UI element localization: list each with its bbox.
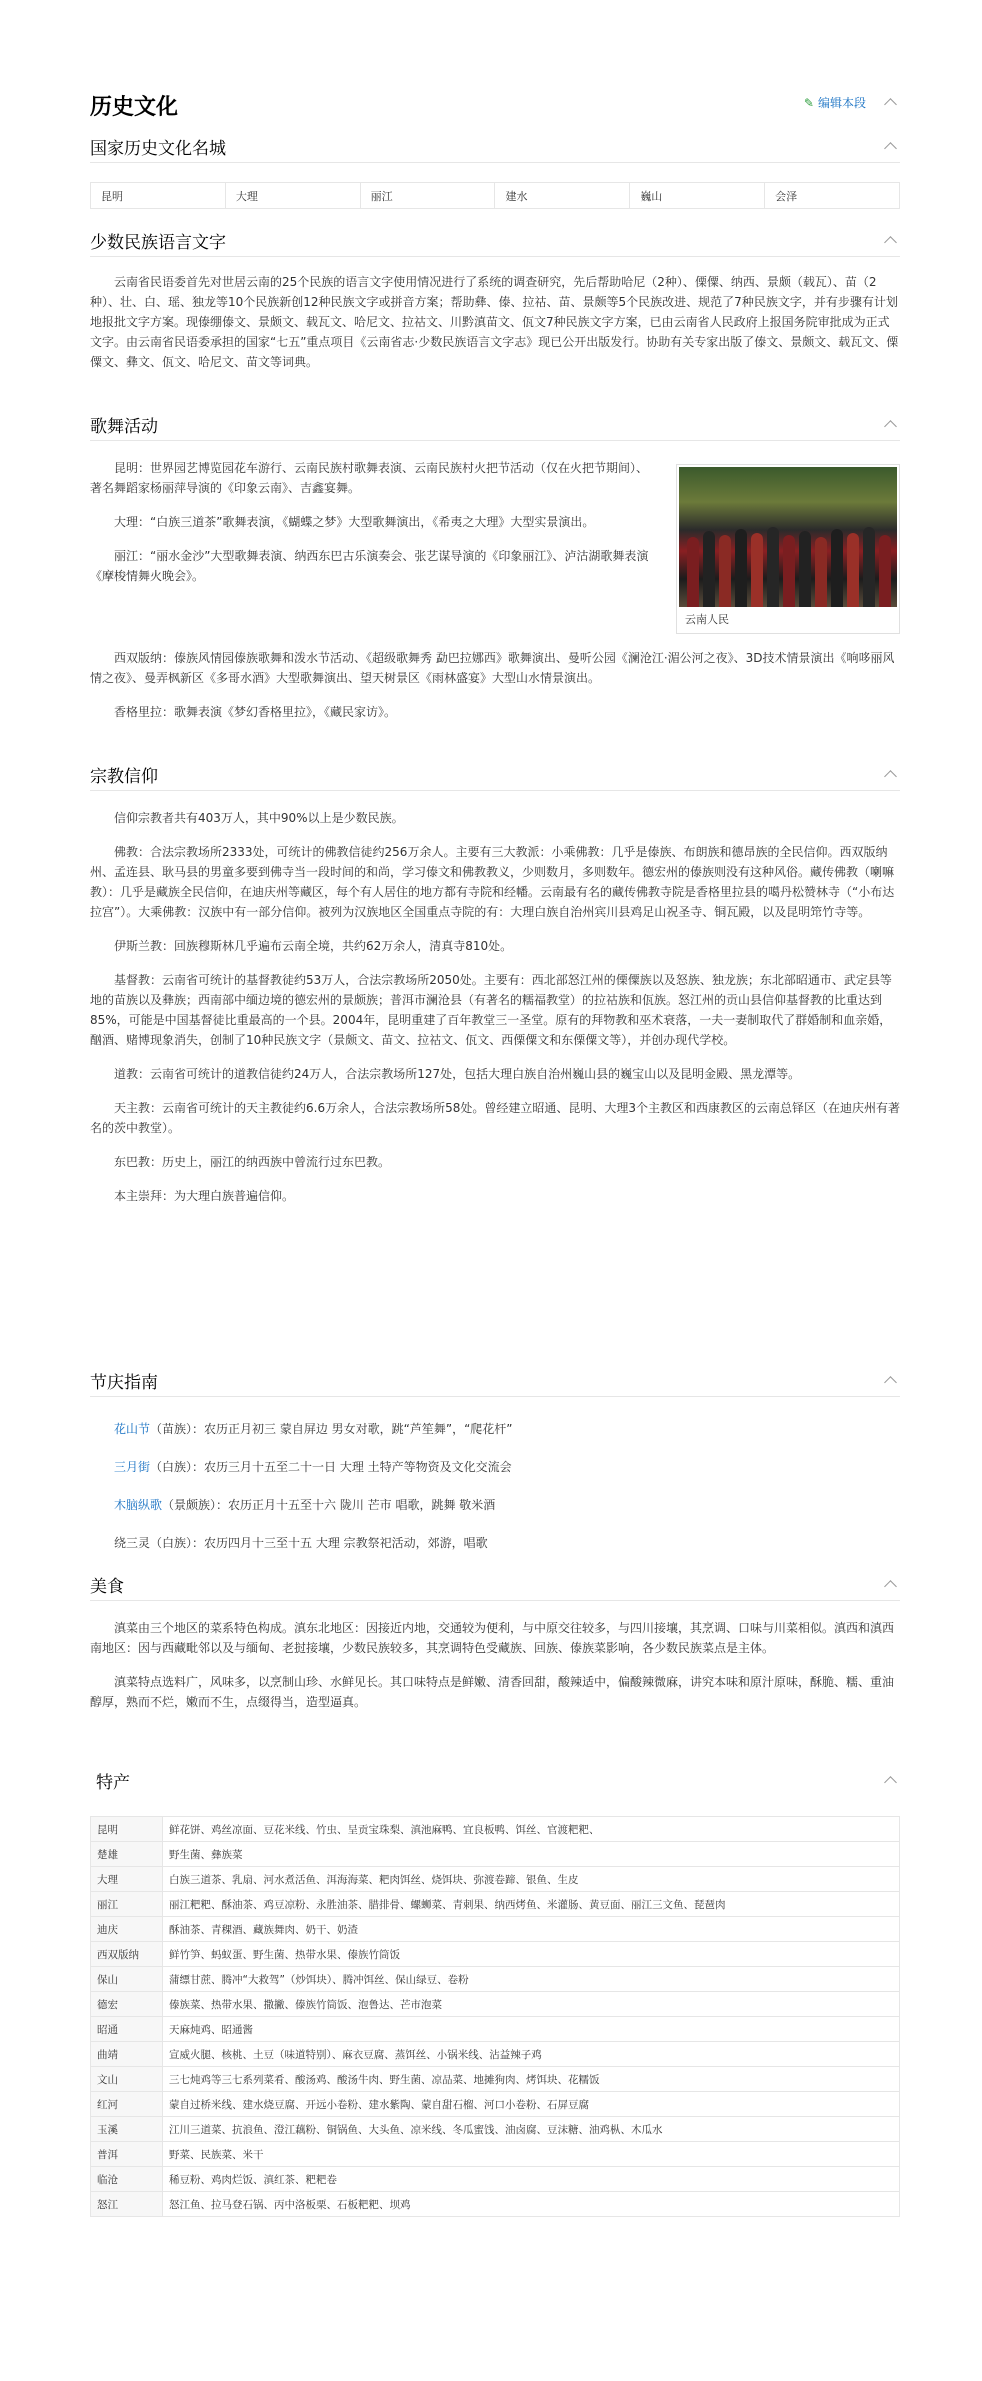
collapse-icon[interactable] — [880, 768, 900, 782]
table-row — [91, 1892, 900, 1917]
divider — [90, 1600, 900, 1601]
paragraph: 基督教：云南省可统计的基督教徒约53万人，合法宗教场所2050处。主要有：西北部怒江州的傈僳族以及怒族、独龙族；东北部昭通市、武定县等地的苗族以及彝族；西南部中缅边境的德宏州的景颇族；普洱市澜沧县（有著名的糯福教堂）的拉祜族和佤族。怒江州的贡山县信仰基督教的比重达到85%，可能是中国基督徒比重最高的一个县。2004年，昆明重建了百年教堂三一圣堂。原有的拜物教和巫术衰落，一夫一妻制取代了群婚制和血亲婚，酗酒、赌博现象消失，创制了10种民族文字（景颇文、苗文、拉祜文、佤文、西傈僳文和东傈僳文等），并创办现代学校。 — [90, 973, 892, 1047]
table-row — [91, 2017, 900, 2042]
edit-section-button[interactable] — [804, 94, 866, 111]
table-row — [91, 2192, 900, 2217]
pencil-icon: ✎ — [803, 95, 814, 110]
specialty-city: 曲靖 — [91, 2042, 163, 2067]
paragraph: 滇菜特点选料广，风味多，以烹制山珍、水鲜见长。其口味特点是鲜嫩、清香回甜，酸辣适中，偏酸辣微麻，讲究本味和原汁原味，酥脆、糯、重油醇厚，熟而不烂，嫩而不生，点缀得当，造型逼真。 — [90, 1675, 895, 1709]
specialty-city: 怒江 — [91, 2192, 163, 2217]
table-row — [91, 1967, 900, 1992]
section-title-city: 国家历史文化名城 — [90, 139, 226, 159]
table-row — [91, 2142, 900, 2167]
table-row — [91, 1867, 900, 1892]
specialty-items: 三七炖鸡等三七系列菜肴、酸汤鸡、酸汤牛肉、野生菌、凉品菜、地摊狗肉、烤饵块、花糯饭 — [163, 2067, 900, 2092]
section-body-dance-2 — [90, 648, 900, 736]
section-title-religion: 宗教信仰 — [90, 767, 158, 787]
festival-row — [114, 1458, 512, 1475]
specialty-items: 白族三道茶、乳扇、河水煮活鱼、洱海海菜、粑肉饵丝、烧饵块、弥渡卷蹄、银鱼、生皮 — [163, 1867, 900, 1892]
specialty-city: 大理 — [91, 1867, 163, 1892]
section-title-specialty: 特产 — [96, 1773, 130, 1793]
specialty-items: 江川三道菜、抗浪鱼、澄江藕粉、铜锅鱼、大头鱼、凉米线、冬瓜蜜饯、油卤腐、豆沫糖、油鸡枞、木瓜水 — [163, 2117, 900, 2142]
specialty-items: 宣威火腿、核桃、土豆（味道特别）、麻衣豆腐、蒸饵丝、小锅米线、沾益辣子鸡 — [163, 2042, 900, 2067]
specialty-items: 稀豆粉、鸡肉烂饭、滇红茶、粑粑卷 — [163, 2167, 900, 2192]
paragraph: 西双版纳：傣族风情园傣族歌舞和泼水节活动、《超级歌舞秀 勐巴拉娜西》歌舞演出、曼听公园《澜沧江·湄公河之夜》、3D技术情景演出《响哆丽风情之夜》、曼弄枫新区《多哥水酒》大型歌舞演出、望天树景区《雨林盛宴》大型山水情景演出。 — [90, 651, 895, 685]
edit-label: 编辑本段 — [817, 96, 866, 110]
paragraph: 东巴教：历史上，丽江的纳西族中曾流行过东巴教。 — [114, 1155, 391, 1169]
specialty-city: 迪庆 — [91, 1917, 163, 1942]
divider — [90, 256, 900, 257]
specialty-city: 保山 — [91, 1967, 163, 1992]
divider — [90, 790, 900, 791]
collapse-icon[interactable] — [880, 1774, 900, 1788]
paragraph: 滇菜由三个地区的菜系特色构成。滇东北地区：因接近内地，交通较为便利，与中原交往较多，与四川接壤，其烹调、口味与川菜相似。滇西和滇西南地区：因与西藏毗邻以及与缅甸、老挝接壤，少数民族较多，其烹调特色受藏族、回族、傣族菜影响，各少数民族菜点是主体。 — [90, 1621, 895, 1655]
divider — [90, 1396, 900, 1397]
festival-row — [114, 1496, 495, 1513]
specialty-items: 丽江粑粑、酥油茶、鸡豆凉粉、永胜油茶、腊排骨、螺蛳菜、青刺果、纳西烤鱼、米灌肠、黄豆面、丽江三文鱼、琵琶肉 — [163, 1892, 900, 1917]
festival-row — [114, 1534, 488, 1551]
festival-text: （苗族）：农历正月初三 蒙自屏边 男女对歌，跳“芦笙舞”，“爬花杆” — [150, 1422, 513, 1436]
paragraph: 天主教：云南省可统计的天主教徒约6.6万余人，合法宗教场所58处。曾经建立昭通、昆明、大理3个主教区和西康教区的云南总铎区（在迪庆州有著名的茨中教堂）。 — [90, 1101, 900, 1135]
table-row — [91, 2167, 900, 2192]
table-row — [91, 2067, 900, 2092]
specialty-city: 普洱 — [91, 2142, 163, 2167]
table-row — [91, 1942, 900, 1967]
table-row — [91, 183, 900, 209]
specialty-items: 鲜竹笋、蚂蚁蛋、野生菌、热带水果、傣族竹筒饭 — [163, 1942, 900, 1967]
specialty-items: 鲜花饼、鸡丝凉面、豆花米线、竹虫、呈贡宝珠梨、滇池麻鸭、宜良板鸭、饵丝、官渡粑粑、 — [163, 1817, 900, 1842]
specialty-items: 傣族菜、热带水果、撒撇、傣族竹筒饭、泡鲁达、芒市泡菜 — [163, 1992, 900, 2017]
specialty-city: 临沧 — [91, 2167, 163, 2192]
collapse-icon[interactable] — [880, 234, 900, 248]
festival-name: 绕三灵 — [114, 1536, 151, 1550]
specialty-city: 西双版纳 — [91, 1942, 163, 1967]
collapse-icon[interactable] — [880, 96, 900, 110]
paragraph: 云南省民语委首先对世居云南的25个民族的语言文字使用情况进行了系统的调查研究，先后帮助哈尼（2种）、傈僳、纳西、景颇（载瓦）、苗（2种）、壮、白、瑶、独龙等10个民族新创12种民族文字或拼音方案；帮助彝、傣、拉祜、苗、景颇等5个民族改进、规范了7种民族文字，并有步骤有计划地报批文字方案。现傣绷傣文、景颇文、载瓦文、哈尼文、拉祜文、川黔滇苗文、佤文7种民族文字方案，已由云南省人民政府上报国务院审批成为正式文字。由云南省民语委承担的国家“七五”重点项目《云南省志·少数民族语言文字志》现已公开出版发行。协助有关专家出版了傣文、景颇文、载瓦文、傈僳文、彝文、佤文、哈尼文、苗文等词典。 — [90, 275, 899, 369]
festival-text: （白族）：农历四月十三至十五 大理 宗教祭祀活动，郊游，唱歌 — [150, 1536, 488, 1550]
specialty-city: 丽江 — [91, 1892, 163, 1917]
specialty-items: 野菜、民族菜、米干 — [163, 2142, 900, 2167]
section-title-festival: 节庆指南 — [90, 1373, 158, 1393]
section-title-food: 美食 — [90, 1577, 124, 1597]
photo-caption: 云南人民 — [685, 613, 729, 626]
collapse-icon[interactable] — [880, 140, 900, 154]
festival-link[interactable]: 木脑纵歌 — [114, 1498, 163, 1512]
specialty-items: 蒙自过桥米线、建水烧豆腐、开远小卷粉、建水紫陶、蒙自甜石榴、河口小卷粉、石屏豆腐 — [163, 2092, 900, 2117]
festival-link[interactable]: 花山节 — [114, 1422, 151, 1436]
table-row — [91, 1817, 900, 1842]
paragraph: 道教：云南省可统计的道教信徒约24万人，合法宗教场所127处，包括大理白族自治州巍山县的巍宝山以及昆明金殿、黑龙潭等。 — [114, 1067, 801, 1081]
paragraph: 昆明：世界园艺博览园花车游行、云南民族村歌舞表演、云南民族村火把节活动（仅在火把节期间）、著名舞蹈家杨丽萍导演的《印象云南》、吉鑫宴舞。 — [90, 461, 649, 495]
table-cell: 巍山 — [630, 183, 765, 209]
specialty-items: 野生菌、彝族菜 — [163, 1842, 900, 1867]
festival-row — [114, 1420, 513, 1437]
specialty-items: 怒江鱼、拉马登石锅、丙中洛板栗、石板粑粑、坝鸡 — [163, 2192, 900, 2217]
collapse-icon[interactable] — [880, 418, 900, 432]
festival-link[interactable]: 三月街 — [114, 1460, 151, 1474]
specialty-city: 楚雄 — [91, 1842, 163, 1867]
specialty-city: 昭通 — [91, 2017, 163, 2042]
specialty-city: 昆明 — [91, 1817, 163, 1842]
table-cell: 建水 — [495, 183, 630, 209]
section-title-language: 少数民族语言文字 — [90, 233, 226, 253]
section-body-religion — [90, 808, 900, 1220]
specialty-city: 红河 — [91, 2092, 163, 2117]
table-cell: 会泽 — [765, 183, 900, 209]
table-row — [91, 2042, 900, 2067]
table-row — [91, 1842, 900, 1867]
divider — [90, 440, 900, 441]
section-body-language — [90, 272, 900, 386]
specialty-items: 酥油茶、青稞酒、藏族舞肉、奶干、奶渣 — [163, 1917, 900, 1942]
specialty-items: 天麻炖鸡、昭通酱 — [163, 2017, 900, 2042]
paragraph: 本主崇拜：为大理白族普遍信仰。 — [114, 1189, 295, 1203]
table-cell: 大理 — [225, 183, 360, 209]
section-title-dance: 歌舞活动 — [90, 417, 158, 437]
specialty-table — [90, 1816, 900, 2217]
page-title: 历史文化 — [90, 95, 179, 120]
paragraph: 香格里拉：歌舞表演《梦幻香格里拉》，《藏民家访》。 — [114, 705, 397, 719]
table-row — [91, 1917, 900, 1942]
photo-image — [679, 467, 897, 607]
section-body-dance — [90, 458, 656, 600]
photo-figure[interactable] — [676, 464, 900, 634]
divider — [90, 162, 900, 163]
paragraph: 信仰宗教者共有403万人，其中90%以上是少数民族。 — [114, 811, 404, 825]
collapse-icon[interactable] — [880, 1578, 900, 1592]
paragraph: 丽江：“丽水金沙”大型歌舞表演、纳西东巴古乐演奏会、张艺谋导演的《印象丽江》、泸沽湖歌舞表演《摩梭情舞火晚会》。 — [90, 549, 649, 583]
specialty-city: 文山 — [91, 2067, 163, 2092]
collapse-icon[interactable] — [880, 1374, 900, 1388]
specialty-city: 玉溪 — [91, 2117, 163, 2142]
paragraph: 伊斯兰教：回族穆斯林几乎遍布云南全境，共约62万余人，清真寺810处。 — [114, 939, 513, 953]
specialty-city: 德宏 — [91, 1992, 163, 2017]
table-cell: 丽江 — [360, 183, 495, 209]
section-body-food — [90, 1618, 900, 1726]
table-row — [91, 1992, 900, 2017]
table-cell: 昆明 — [91, 183, 226, 209]
table-row — [91, 2092, 900, 2117]
festival-text: （白族）：农历三月十五至二十一日 大理 土特产等物资及文化交流会 — [150, 1460, 512, 1474]
festival-text: （景颇族）：农历正月十五至十六 陇川 芒市 唱歌，跳舞 敬米酒 — [162, 1498, 496, 1512]
city-table — [90, 182, 900, 209]
paragraph: 佛教：合法宗教场所2333处，可统计的佛教信徒约256万余人。主要有三大教派：小乘佛教：几乎是傣族、布朗族和德昂族的全民信仰。西双版纳州、孟连县、耿马县的男童多要到佛寺当一段时间的和尚，学习傣文和佛教教义，少则数月，多则数年。德宏州的傣族则没有这种风俗。藏传佛教（喇嘛教）：几乎是藏族全民信仰，在迪庆州等藏区，每个有人居住的地方都有寺院和经幡。云南最有名的藏传佛教寺院是香格里拉县的噶丹松赞林寺（“小布达拉宫”）。大乘佛教：汉族中有一部分信仰。被列为汉族地区全国重点寺院的有：大理白族自治州宾川县鸡足山祝圣寺、铜瓦殿，以及昆明筇竹寺等。 — [90, 845, 895, 919]
specialty-items: 蒲缥甘蔗、腾冲“大救驾”（炒饵块）、腾冲饵丝、保山绿豆、卷粉 — [163, 1967, 900, 1992]
paragraph: 大理：“白族三道茶”歌舞表演，《蝴蝶之梦》大型歌舞演出，《希夷之大理》大型实景演出。 — [114, 515, 595, 529]
table-row — [91, 2117, 900, 2142]
